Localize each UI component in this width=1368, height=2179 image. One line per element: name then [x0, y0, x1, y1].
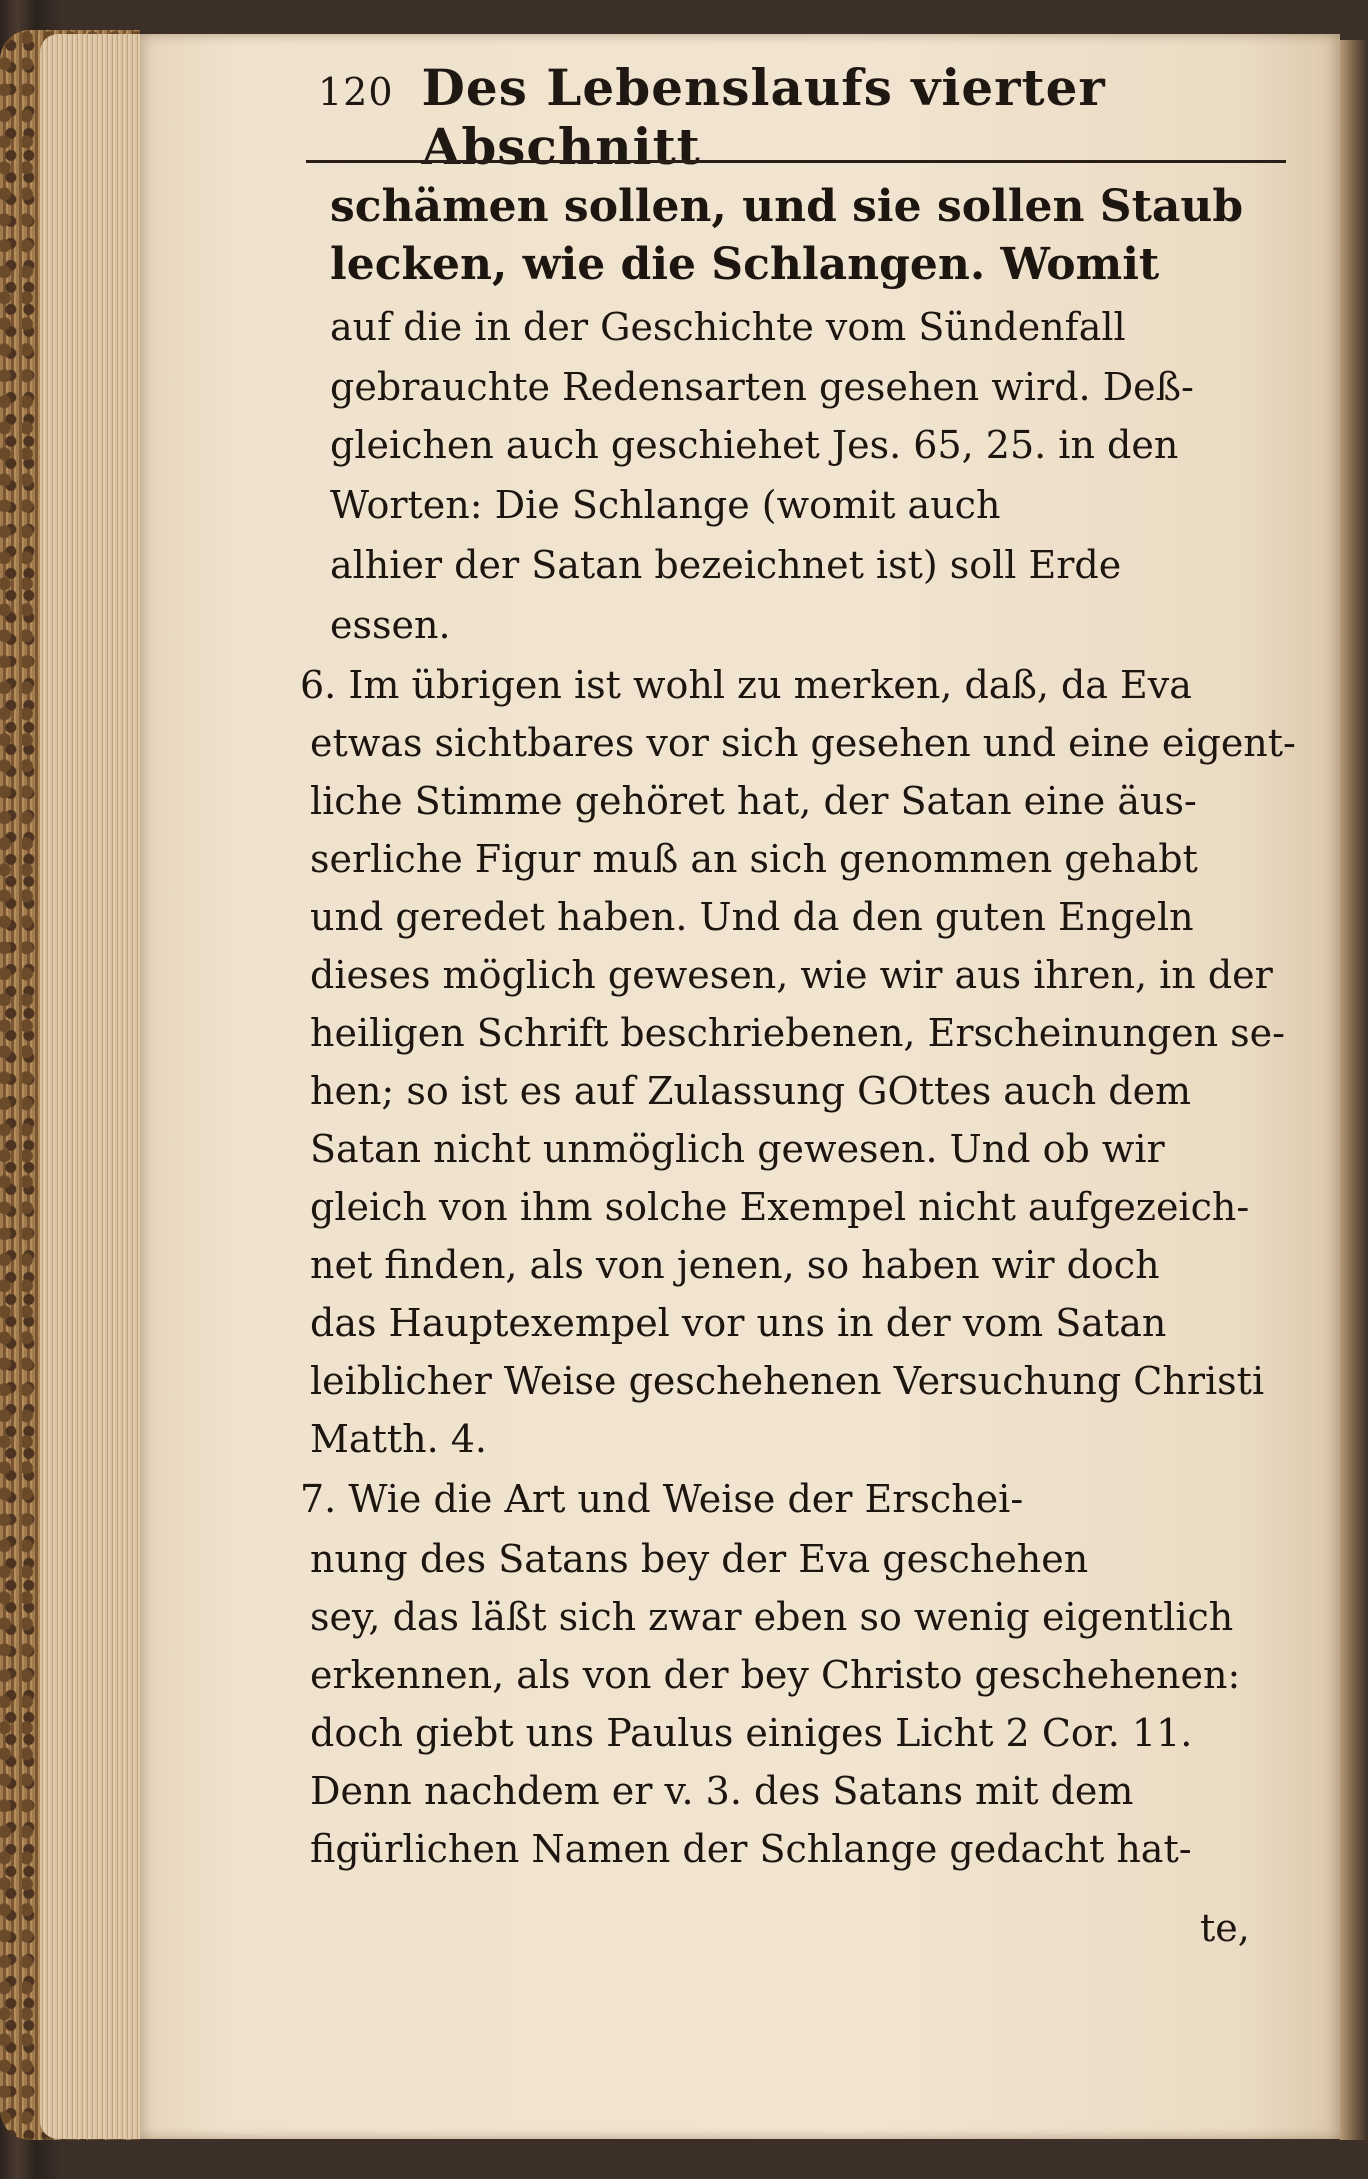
text-line: net finden, als von jenen, so haben wir doch	[310, 1243, 1160, 1287]
running-title: Des Lebenslaufs vierter Abschnitt	[421, 58, 1106, 176]
text-line: das Hauptexempel vor uns in der vom Satan	[310, 1301, 1167, 1345]
header-rule	[306, 160, 1286, 163]
text-line: doch giebt uns Paulus einiges Licht 2 Cor. 11.	[310, 1711, 1193, 1755]
text-line: und geredet haben. Und da den guten Engeln	[310, 895, 1194, 939]
catchword: te,	[1200, 1906, 1250, 1950]
text-line: hen; so ist es auf Zulassung GOttes auch dem	[310, 1069, 1192, 1113]
text-line: sey, das läßt sich zwar eben so wenig eigentlich	[310, 1595, 1234, 1639]
text-line: Matth. 4.	[310, 1417, 487, 1461]
running-head	[318, 58, 1288, 176]
text-line: liche Stimme gehöret hat, der Satan eine äus-	[310, 779, 1197, 823]
page-number: 120	[318, 70, 394, 114]
text-line: essen.	[330, 603, 451, 647]
text-line: Satan nicht unmöglich gewesen. Und ob wir	[310, 1127, 1165, 1171]
text-line: leiblicher Weise geschehenen Versuchung Christi	[310, 1359, 1265, 1403]
text-line: etwas sichtbares vor sich gesehen und eine eigent-	[310, 721, 1296, 765]
text-line: gebrauchte Redensarten gesehen wird. Deß-	[330, 365, 1194, 409]
text-line: Denn nachdem er v. 3. des Satans mit dem	[310, 1769, 1134, 1813]
text-line: figürlichen Namen der Schlange gedacht hat-	[310, 1827, 1192, 1871]
paragraph-6-start: 6. Im übrigen ist wohl zu merken, daß, da Eva	[300, 663, 1192, 707]
text-line: Worten: Die Schlange (womit auch	[330, 483, 1001, 527]
text-line: heiligen Schrift beschriebenen, Erscheinungen se-	[310, 1011, 1286, 1055]
text-line: gleichen auch geschiehet Jes. 65, 25. in den	[330, 423, 1179, 467]
text-line: gleich von ihm solche Exempel nicht aufgezeich-	[310, 1185, 1250, 1229]
text-line: lecken, wie die Schlangen. Womit	[330, 239, 1160, 290]
text-line: auf die in der Geschichte vom Sündenfall	[330, 305, 1126, 349]
paragraph-7-start: 7. Wie die Art und Weise der Erschei-	[300, 1477, 1024, 1521]
text-line: alhier der Satan bezeichnet ist) soll Erde	[330, 543, 1122, 587]
text-line: nung des Satans bey der Eva geschehen	[310, 1537, 1089, 1581]
page-stack	[40, 34, 150, 2139]
text-line: dieses möglich gewesen, wie wir aus ihren, in der	[310, 953, 1273, 997]
gutter-shadow	[1340, 40, 1368, 2140]
text-line: serliche Figur muß an sich genommen gehabt	[310, 837, 1198, 881]
text-line: schämen sollen, und sie sollen Staub	[330, 181, 1244, 232]
text-line: erkennen, als von der bey Christo geschehenen:	[310, 1653, 1241, 1697]
